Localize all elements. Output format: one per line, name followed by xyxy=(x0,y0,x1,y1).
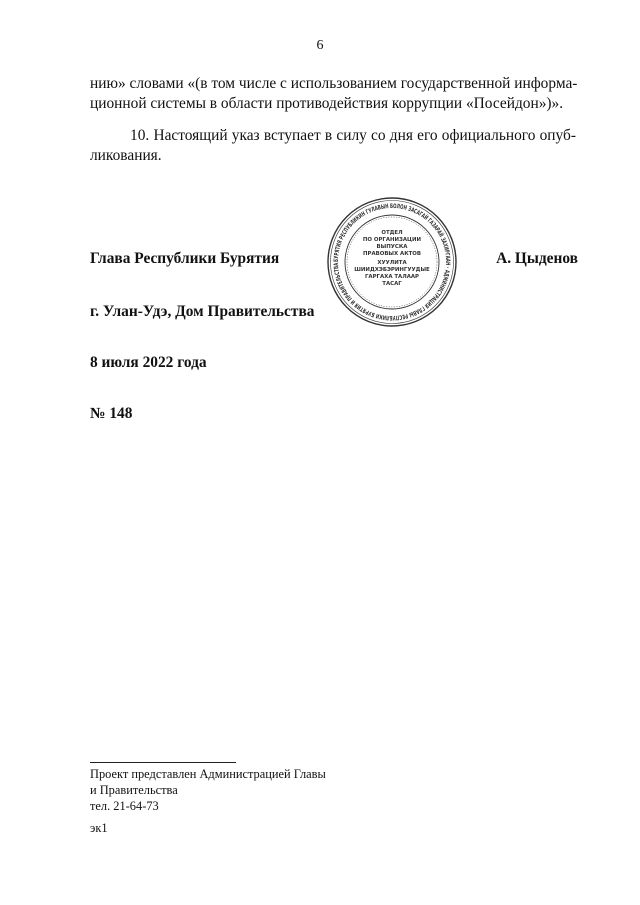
seal-center-line: ВЫПУСКА xyxy=(376,244,408,250)
paragraph-line: 10. Настоящий указ вступает в силу со дня его официального опуб- xyxy=(130,127,576,144)
seal-center-line: ХУУЛИТА xyxy=(377,260,407,266)
seal-center-line: ПО ОРГАНИЗАЦИИ xyxy=(362,237,422,243)
footnote-line: и Правительства xyxy=(90,783,178,797)
decree-number: № 148 xyxy=(90,405,133,422)
footnote-line: тел. 21-64-73 xyxy=(90,799,159,813)
signing-date: 8 июля 2022 года xyxy=(90,354,207,371)
footnote-divider xyxy=(90,762,236,763)
document-code: эк1 xyxy=(90,821,108,835)
paragraph-line: ликования. xyxy=(90,147,162,164)
seal-ring-text: БУРЯТИЯ РЕСПУБЛИКИН ГУЛАВЫН БОЛОН ЗАСАГАЙ ГАЗАРАЙ ЗАХИРГААН · АДМИНИСТРАЦИЯ ГЛАВЫ РЕСПУБЛИКИ БУРЯТИЯ И ПРАВИТЕЛЬСТВА xyxy=(332,202,452,322)
paragraph-continuation xyxy=(90,74,576,114)
official-seal-stamp xyxy=(326,196,458,328)
signatory-title: Глава Республики Бурятия xyxy=(90,250,280,267)
seal-center-line: ТАСАГ xyxy=(382,281,402,287)
signatory-name: А. Цыденов xyxy=(496,250,578,267)
seal-center-line: ШИИДХЭБЭРИНГУУДЫЕ xyxy=(354,267,430,273)
signing-place: г. Улан-Удэ, Дом Правительства xyxy=(90,303,315,320)
paragraph-item-10 xyxy=(90,126,576,166)
paragraph-line: нию» словами «(в том числе с использованием государственной информа- xyxy=(90,75,578,92)
seal-center-line: ПРАВОВЫХ АКТОВ xyxy=(363,251,421,257)
seal-center-line: ОТДЕЛ xyxy=(381,230,403,236)
footnote xyxy=(90,766,326,814)
footnote-line: Проект представлен Администрацией Главы xyxy=(90,767,326,781)
seal-center-line: ГАРГАХА ТАЛААР xyxy=(365,274,419,280)
paragraph-line: ционной системы в области противодействия коррупции «Посейдон»)». xyxy=(90,95,564,112)
page-number: 6 xyxy=(316,38,324,53)
